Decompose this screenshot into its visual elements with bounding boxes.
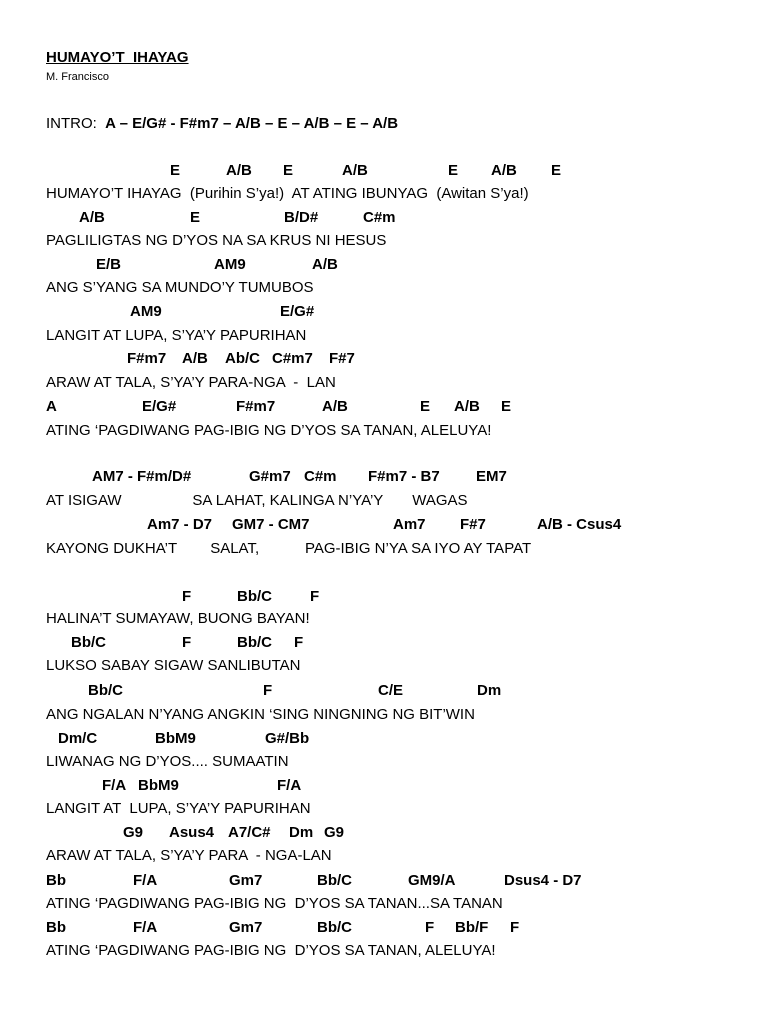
lyric-line: KAYONG DUKHA’T SALAT, PAG-IBIG N’YA SA IYO AY TAPAT: [46, 540, 532, 557]
chord: F: [263, 682, 273, 699]
song-title: HUMAYO’T IHAYAG: [46, 49, 189, 66]
chord: F/A: [133, 919, 158, 936]
chord: C#m: [304, 468, 337, 485]
chord: A/B: [342, 162, 368, 179]
chord: F: [425, 919, 435, 936]
chord: GM9/A: [408, 872, 456, 889]
chord: A/B: [79, 209, 105, 226]
chord: Am7 - D7: [147, 516, 213, 533]
chord-line: [46, 632, 746, 654]
chord: A/B: [491, 162, 517, 179]
chord-line: [46, 348, 746, 370]
chord: E: [420, 398, 431, 415]
chord-line: [46, 466, 746, 488]
chord: A/B: [454, 398, 480, 415]
chord: E: [190, 209, 201, 226]
chord: G#m7: [249, 468, 291, 485]
chord: Am7: [393, 516, 426, 533]
chord: F: [182, 588, 192, 605]
lyric-line: ATING ‘PAGDIWANG PAG-IBIG NG D’YOS SA TANAN, ALELUYA!: [46, 422, 492, 439]
chord: Bb/C: [317, 872, 352, 889]
chord: A/B: [226, 162, 252, 179]
chord: Asus4: [169, 824, 215, 841]
chord: Dm/C: [58, 730, 98, 747]
chord: F#m7: [236, 398, 276, 415]
chord: E: [551, 162, 562, 179]
chord: A/B - Csus4: [537, 516, 622, 533]
intro-line: [46, 114, 398, 134]
lyric-line: LUKSO SABAY SIGAW SANLIBUTAN: [46, 657, 301, 674]
chord: E/G#: [142, 398, 177, 415]
chord: G9: [123, 824, 144, 841]
chord: Dsus4 - D7: [504, 872, 582, 889]
chord-line: [46, 728, 746, 750]
lyric-line: HALINA’T SUMAYAW, BUONG BAYAN!: [46, 610, 310, 627]
chord: AM9: [130, 303, 162, 320]
intro-chords: A – E/G# - F#m7 – A/B – E – A/B – E – A/B: [105, 115, 399, 132]
chord-line: [46, 680, 746, 702]
chord-line: [46, 207, 746, 229]
chord: A/B: [182, 350, 208, 367]
lyric-line: ANG NGALAN N’YANG ANGKIN ‘SING NINGNING NG BIT’WIN: [46, 706, 475, 723]
lyric-line: ATING ‘PAGDIWANG PAG-IBIG NG D’YOS SA TANAN...SA TANAN: [46, 895, 503, 912]
lyric-line: ARAW AT TALA, S’YA’Y PARA - NGA-LAN: [46, 847, 332, 864]
chord: E: [170, 162, 181, 179]
chord: Bb/C: [71, 634, 106, 651]
chord: AM7 - F#m/D#: [92, 468, 192, 485]
intro-label: INTRO:: [46, 115, 106, 132]
lyric-line: ATING ‘PAGDIWANG PAG-IBIG NG D’YOS SA TANAN, ALELUYA!: [46, 942, 496, 959]
chord-line: [46, 822, 746, 844]
chord: F: [294, 634, 304, 651]
chord: Bb: [46, 872, 66, 889]
chord: Bb/C: [237, 588, 272, 605]
lyric-line: LANGIT AT LUPA, S’YA’Y PAPURIHAN: [46, 800, 311, 817]
chord: Bb/F: [455, 919, 489, 936]
chord: E: [283, 162, 294, 179]
chord: Bb/C: [88, 682, 123, 699]
lyric-line: PAGLILIGTAS NG D’YOS NA SA KRUS NI HESUS: [46, 232, 387, 249]
chord: E: [501, 398, 512, 415]
chord: F: [182, 634, 192, 651]
lyric-line: HUMAYO’T IHAYAG (Purihin S’ya!) AT ATING IBUNYAG (Awitan S’ya!): [46, 185, 529, 202]
chord-line: [46, 775, 746, 797]
chord: F#m7: [127, 350, 167, 367]
chord-line: [46, 160, 746, 182]
chord: A: [46, 398, 57, 415]
chord: Gm7: [229, 872, 263, 889]
chord: BbM9: [155, 730, 196, 747]
chord: GM7 - CM7: [232, 516, 310, 533]
song-author: M. Francisco: [46, 71, 109, 83]
lyric-line: LANGIT AT LUPA, S’YA’Y PAPURIHAN: [46, 327, 307, 344]
chord: C/E: [378, 682, 404, 699]
chord: F#7: [460, 516, 486, 533]
chord: A/B: [312, 256, 338, 273]
chord: G#/Bb: [265, 730, 310, 747]
chord-line: [46, 917, 746, 939]
chord: AM9: [214, 256, 246, 273]
chord: Bb: [46, 919, 66, 936]
chord: F/A: [133, 872, 158, 889]
chord: B/D#: [284, 209, 319, 226]
lyric-line: ARAW AT TALA, S’YA’Y PARA-NGA - LAN: [46, 374, 336, 391]
chord: F#m7 - B7: [368, 468, 440, 485]
lyric-line: LIWANAG NG D’YOS.... SUMAATIN: [46, 753, 289, 770]
chord-line: [46, 301, 746, 323]
chord: Gm7: [229, 919, 263, 936]
chord-line: [46, 254, 746, 276]
chord: Bb/C: [237, 634, 272, 651]
chord-line: [46, 870, 746, 892]
lyric-line: ANG S’YANG SA MUNDO’Y TUMUBOS: [46, 279, 314, 296]
chord: Ab/C: [225, 350, 260, 367]
chord: F: [510, 919, 520, 936]
chord-line: [46, 396, 746, 418]
chord-line: [46, 514, 746, 536]
chord: Dm: [289, 824, 314, 841]
chord-line: [46, 586, 746, 608]
chord: E/G#: [280, 303, 315, 320]
chord: E: [448, 162, 459, 179]
chord: C#m: [363, 209, 396, 226]
chord: Dm: [477, 682, 502, 699]
chord: F/A: [277, 777, 302, 794]
chord: F: [310, 588, 320, 605]
chord: C#m7: [272, 350, 313, 367]
chord: A/B: [322, 398, 348, 415]
chord: F#7: [329, 350, 355, 367]
chord: Bb/C: [317, 919, 352, 936]
chord: A7/C#: [228, 824, 271, 841]
chord: EM7: [476, 468, 507, 485]
chord: F/A: [102, 777, 127, 794]
chord: G9: [324, 824, 345, 841]
chord: BbM9: [138, 777, 179, 794]
lyric-line: AT ISIGAW SA LAHAT, KALINGA N’YA’Y WAGAS: [46, 492, 468, 509]
chord: E/B: [96, 256, 122, 273]
